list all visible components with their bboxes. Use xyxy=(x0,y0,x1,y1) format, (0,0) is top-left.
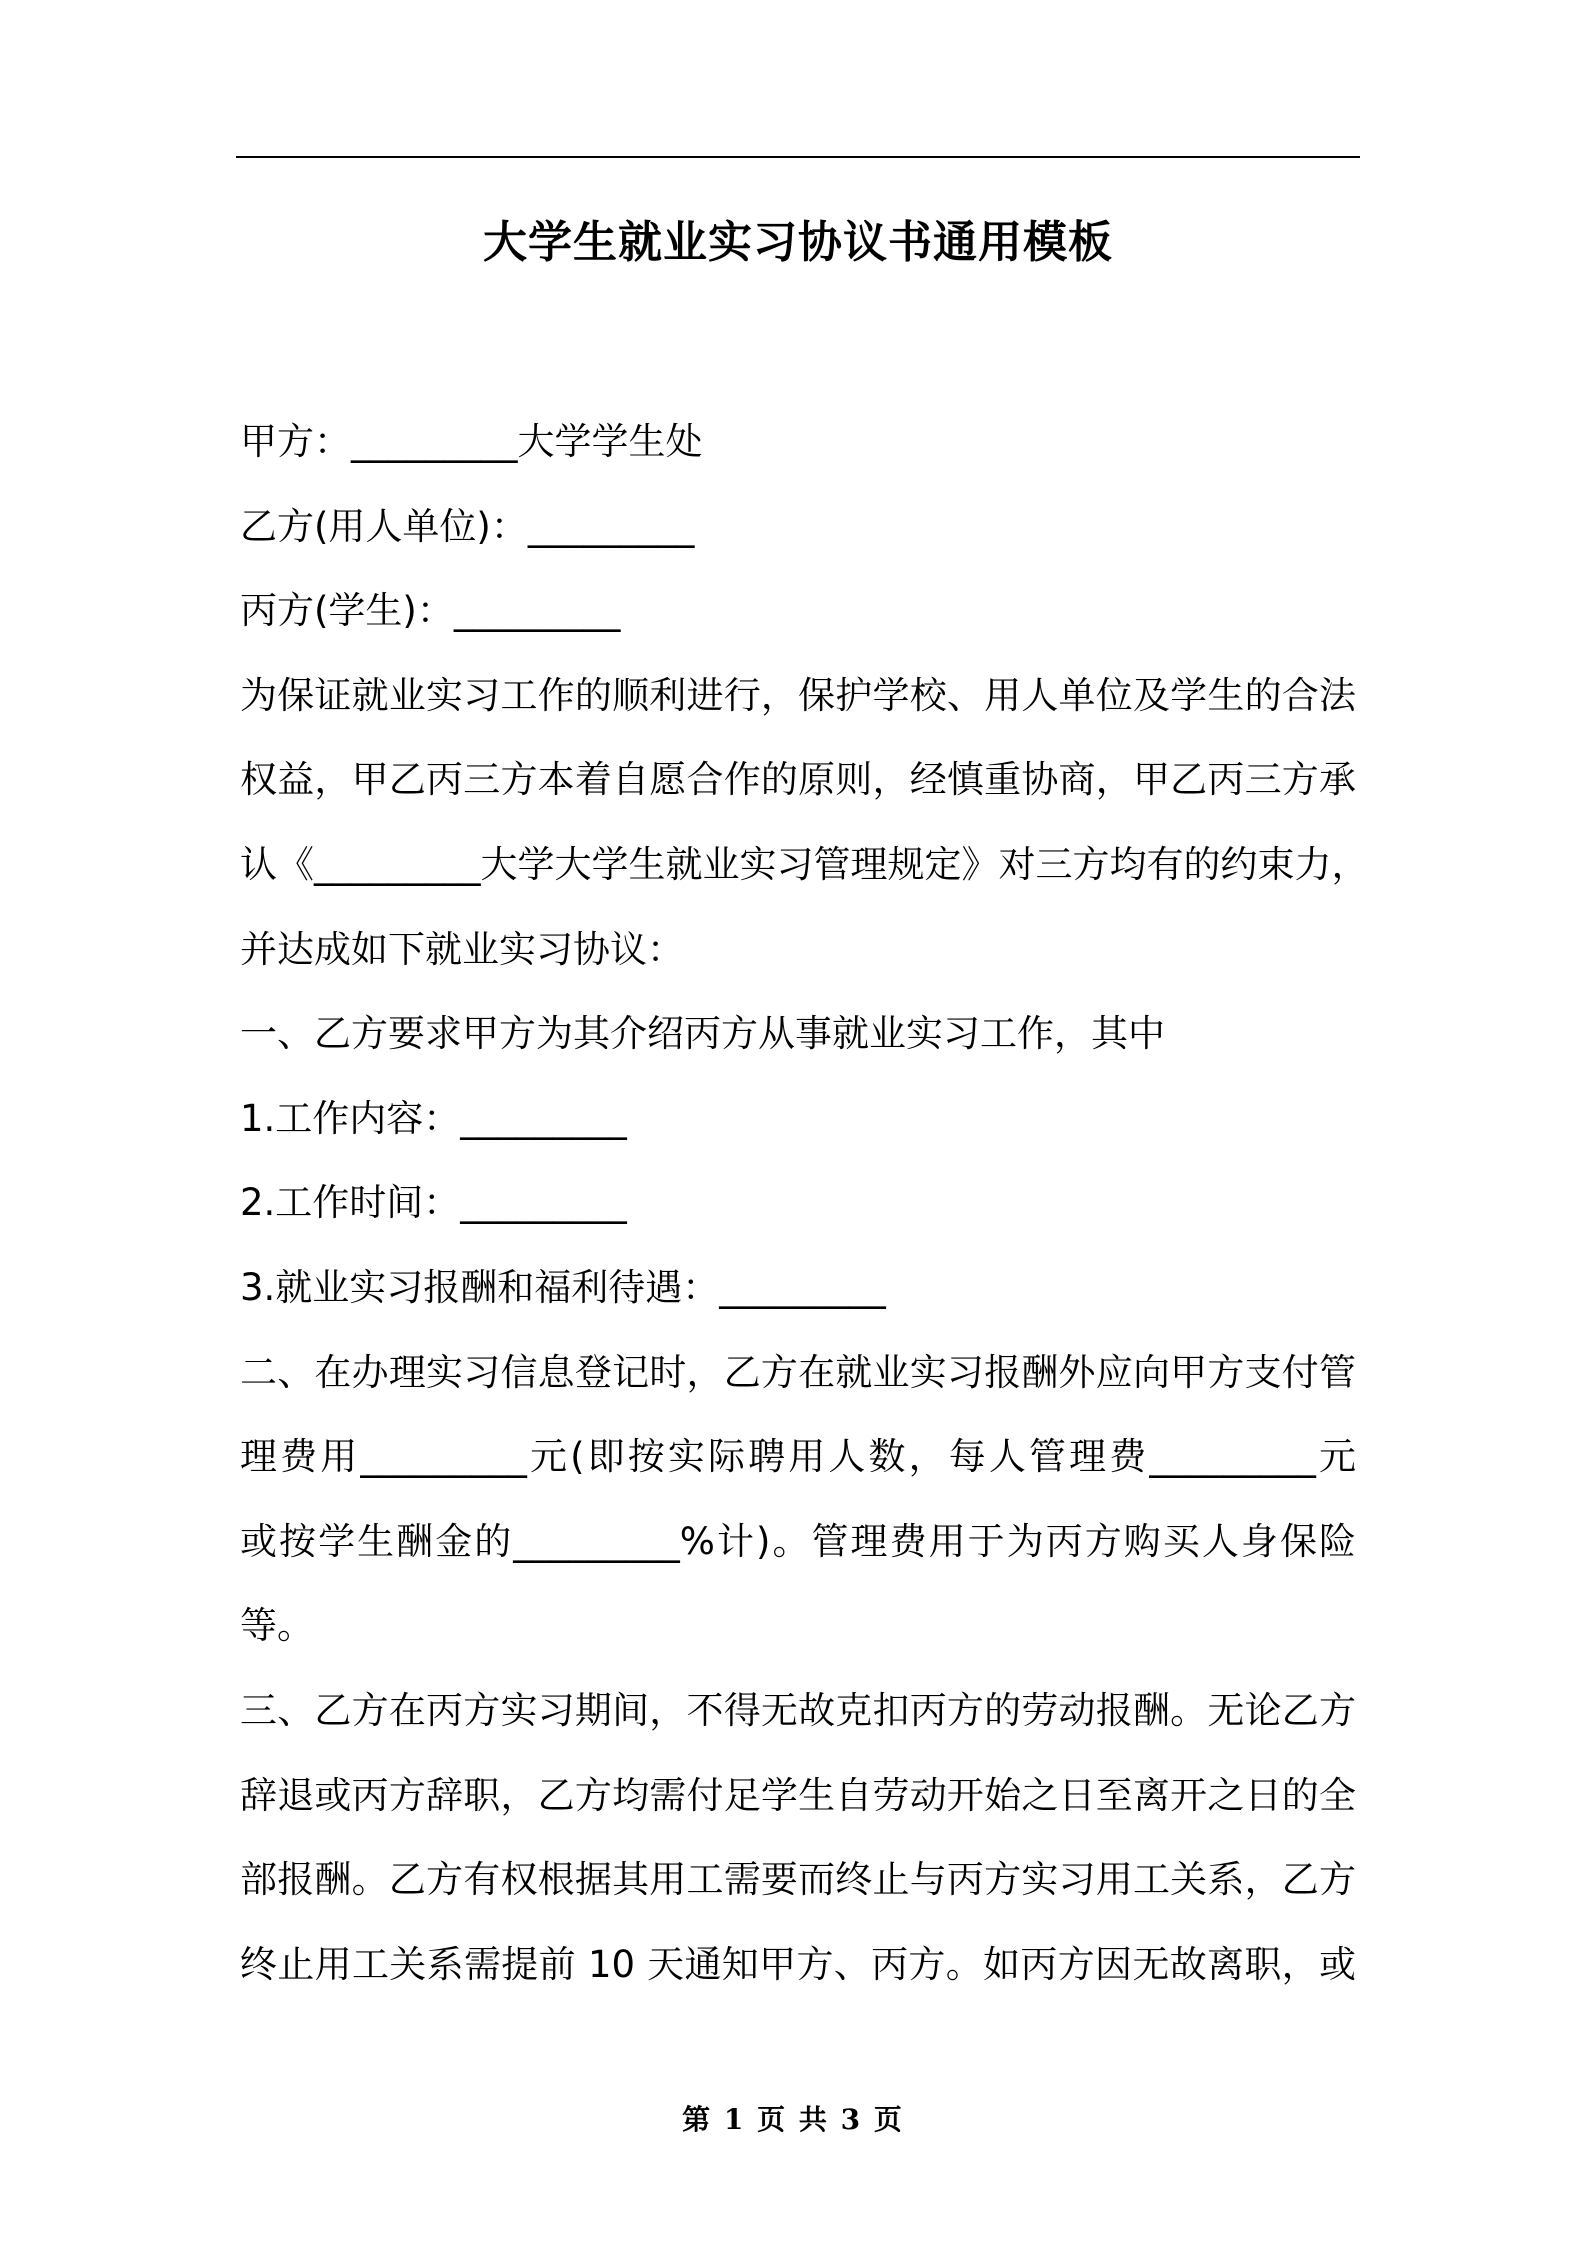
clause-3-line: 终止用工关系需提前 10 天通知甲方、丙方。如丙方因无故离职，或 xyxy=(240,1942,1356,1986)
compensation-line: 3.就业实习报酬和福利待遇：_________ xyxy=(240,1265,886,1309)
clause-1-heading: 一、乙方要求甲方为其介绍丙方从事就业实习工作，其中 xyxy=(240,1012,1165,1056)
page-number: 第 1 页 共 3 页 xyxy=(682,2103,904,2136)
preamble-line: 为保证就业实习工作的顺利进行，保护学校、用人单位及学生的合法 xyxy=(240,673,1356,717)
party-a-line: 甲方：_________大学学生处 xyxy=(240,420,703,463)
preamble-line: 认《_________大学大学生就业实习管理规定》对三方均有的约束力， xyxy=(240,842,1369,886)
work-time-line: 2.工作时间：_________ xyxy=(240,1181,627,1225)
clause-3-line: 三、乙方在丙方实习期间，不得无故克扣丙方的劳动报酬。无论乙方 xyxy=(240,1688,1356,1732)
party-b-line: 乙方(用人单位)：_________ xyxy=(240,504,695,548)
header-rule xyxy=(236,156,1360,158)
clause-2-line: 或按学生酬金的_________%计)。管理费用于为丙方购买人身保险 xyxy=(240,1519,1356,1563)
clause-3-line: 部报酬。乙方有权根据其用工需要而终止与丙方实习用工关系，乙方 xyxy=(240,1858,1356,1902)
preamble-line: 权益，甲乙丙三方本着自愿合作的原则，经慎重协商，甲乙丙三方承 xyxy=(240,758,1356,802)
document-body xyxy=(240,400,1369,2007)
clause-2-line: 理费用_________元(即按实际聘用人数，每人管理费_________元 xyxy=(240,1435,1356,1479)
work-content-line: 1.工作内容：_________ xyxy=(240,1096,627,1140)
clause-2-line: 二、在办理实习信息登记时，乙方在就业实习报酬外应向甲方支付管 xyxy=(240,1350,1356,1394)
clause-2-line: 等。 xyxy=(240,1604,314,1648)
document-title: 大学生就业实习协议书通用模板 xyxy=(483,217,1113,268)
party-c-line: 丙方(学生)：_________ xyxy=(240,589,621,633)
preamble-line: 并达成如下就业实习协议： xyxy=(240,927,684,971)
clause-3-line: 辞退或丙方辞职，乙方均需付足学生自劳动开始之日至离开之日的全 xyxy=(240,1773,1356,1817)
